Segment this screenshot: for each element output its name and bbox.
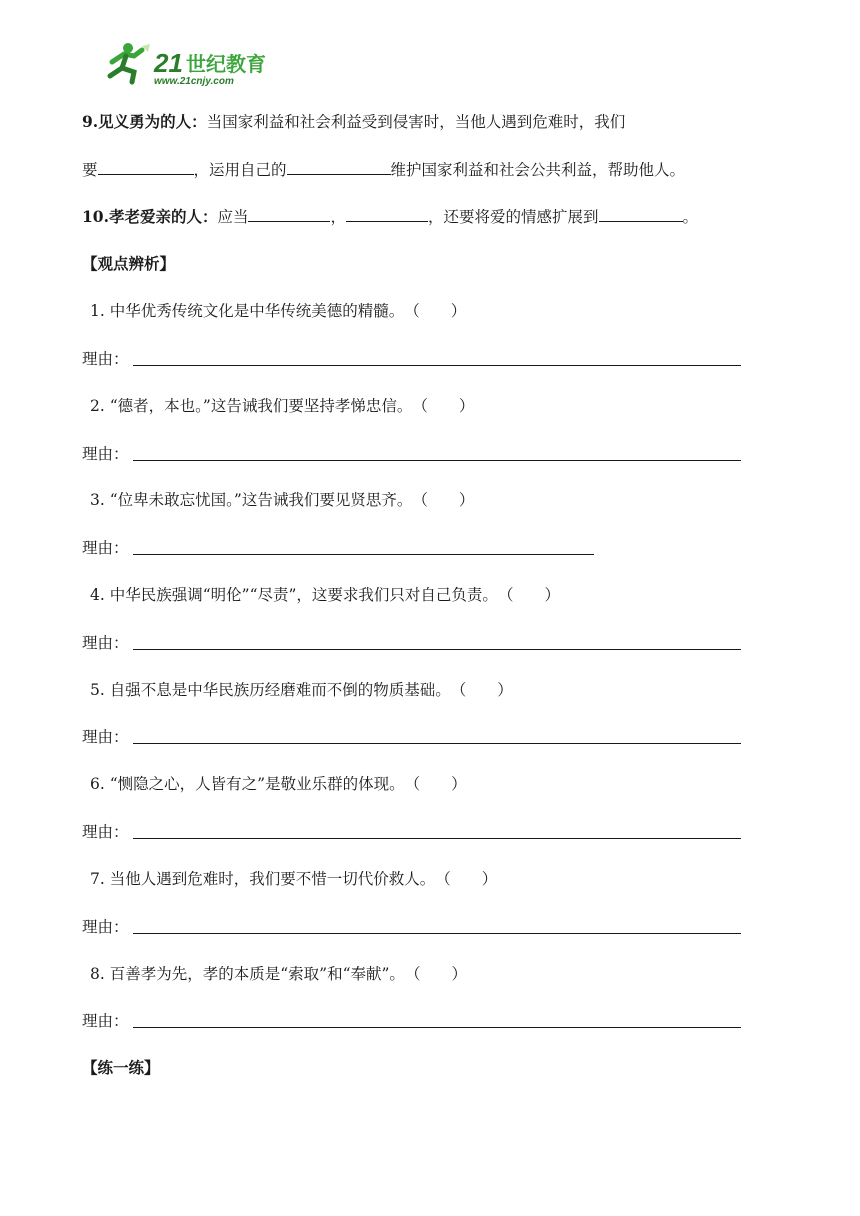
statement-number: 6. xyxy=(90,775,105,793)
reason-label-1: 理由： xyxy=(82,350,129,368)
statement-text: 当他人遇到危难时，我们要不惜一切代价救人。 xyxy=(109,870,436,888)
reason-answer-line[interactable] xyxy=(133,933,741,934)
fill-blank[interactable] xyxy=(599,204,683,222)
runner-logo-icon xyxy=(102,40,272,88)
statement-number: 3. xyxy=(90,491,105,509)
statement-text: “位卑未敢忘忧国。”这告诫我们要见贤思齐。 xyxy=(109,491,413,509)
answer-paren[interactable]: （ ） xyxy=(412,397,475,415)
item-9-text-2c: 维护国家利益和社会公共利益，帮助他人。 xyxy=(390,161,686,179)
answer-paren[interactable]: （ ） xyxy=(450,681,513,699)
fill-blank[interactable] xyxy=(287,157,391,175)
statement-text: 百善孝为先，孝的本质是“索取”和“奉献”。 xyxy=(109,965,405,983)
svg-text:www.21cnjy.com: www.21cnjy.com xyxy=(154,76,234,87)
reason-answer-line[interactable] xyxy=(133,1027,741,1028)
item-9-line-1 xyxy=(82,110,625,134)
reason-label-8: 理由： xyxy=(82,1012,129,1030)
statement-number: 1. xyxy=(90,302,105,320)
statement-4 xyxy=(90,583,560,607)
statement-number: 8. xyxy=(90,965,105,983)
statement-number: 2. xyxy=(90,397,105,415)
statement-8 xyxy=(90,962,467,986)
answer-paren[interactable]: （ ） xyxy=(404,775,467,793)
item-10-text-c: ，还要将爱的情感扩展到 xyxy=(428,208,599,226)
fill-blank[interactable] xyxy=(346,204,428,222)
statement-text: “德者，本也。”这告诫我们要坚持孝悌忠信。 xyxy=(109,397,413,415)
statement-5 xyxy=(90,678,513,702)
answer-paren[interactable]: （ ） xyxy=(435,870,498,888)
reason-label-4: 理由： xyxy=(82,634,129,652)
svg-text:21: 21 xyxy=(154,48,183,78)
item-9-text-2b: ，运用自己的 xyxy=(193,161,287,179)
answer-paren[interactable]: （ ） xyxy=(404,302,467,320)
fill-blank[interactable] xyxy=(98,157,194,175)
reason-answer-line[interactable] xyxy=(133,460,741,461)
statement-number: 7. xyxy=(90,870,105,888)
item-10-line xyxy=(82,204,698,229)
reason-answer-line[interactable] xyxy=(133,838,741,839)
reason-label-2: 理由： xyxy=(82,445,129,463)
statement-number: 5. xyxy=(90,681,105,699)
item-10-text-d: 。 xyxy=(682,208,699,226)
reason-answer-line[interactable] xyxy=(133,743,741,744)
item-10-label: 10.孝老爱亲的人： xyxy=(82,207,218,226)
logo-21cnjy xyxy=(102,40,272,88)
section-heading-practice: 【练一练】 xyxy=(82,1058,160,1077)
statement-2 xyxy=(90,394,474,418)
statement-text: 中华优秀传统文化是中华传统美德的精髓。 xyxy=(109,302,405,320)
statement-text: 中华民族强调“明伦”“尽责”，这要求我们只对自己负责。 xyxy=(109,586,498,604)
item-9-label: 9.见义勇为的人： xyxy=(82,112,207,131)
item-10-text-a: 应当 xyxy=(217,208,249,226)
item-10-text-b: ， xyxy=(330,208,346,226)
statement-6 xyxy=(90,772,467,796)
answer-paren[interactable]: （ ） xyxy=(497,586,560,604)
item-9-text-2a: 要 xyxy=(82,161,98,179)
answer-paren[interactable]: （ ） xyxy=(412,491,475,509)
reason-label-7: 理由： xyxy=(82,918,129,936)
reason-label-6: 理由： xyxy=(82,823,129,841)
fill-blank[interactable] xyxy=(248,204,330,222)
item-9-line-2 xyxy=(82,157,685,182)
statement-3 xyxy=(90,488,474,512)
item-9-text-1: 当国家利益和社会利益受到侵害时，当他人遇到危难时，我们 xyxy=(206,113,626,131)
statement-text: 自强不息是中华民族历经磨难而不倒的物质基础。 xyxy=(109,681,451,699)
answer-paren[interactable]: （ ） xyxy=(404,965,467,983)
statement-number: 4. xyxy=(90,586,105,604)
reason-answer-line[interactable] xyxy=(133,365,741,366)
section-heading-viewpoint: 【观点辨析】 xyxy=(82,254,176,273)
reason-answer-line[interactable] xyxy=(133,554,594,555)
statement-1 xyxy=(90,299,466,323)
reason-label-5: 理由： xyxy=(82,728,129,746)
reason-answer-line[interactable] xyxy=(133,649,741,650)
statement-text: “恻隐之心，人皆有之”是敬业乐群的体现。 xyxy=(109,775,405,793)
svg-text:世纪教育: 世纪教育 xyxy=(186,52,266,76)
reason-label-3: 理由： xyxy=(82,539,129,557)
statement-7 xyxy=(90,867,497,891)
